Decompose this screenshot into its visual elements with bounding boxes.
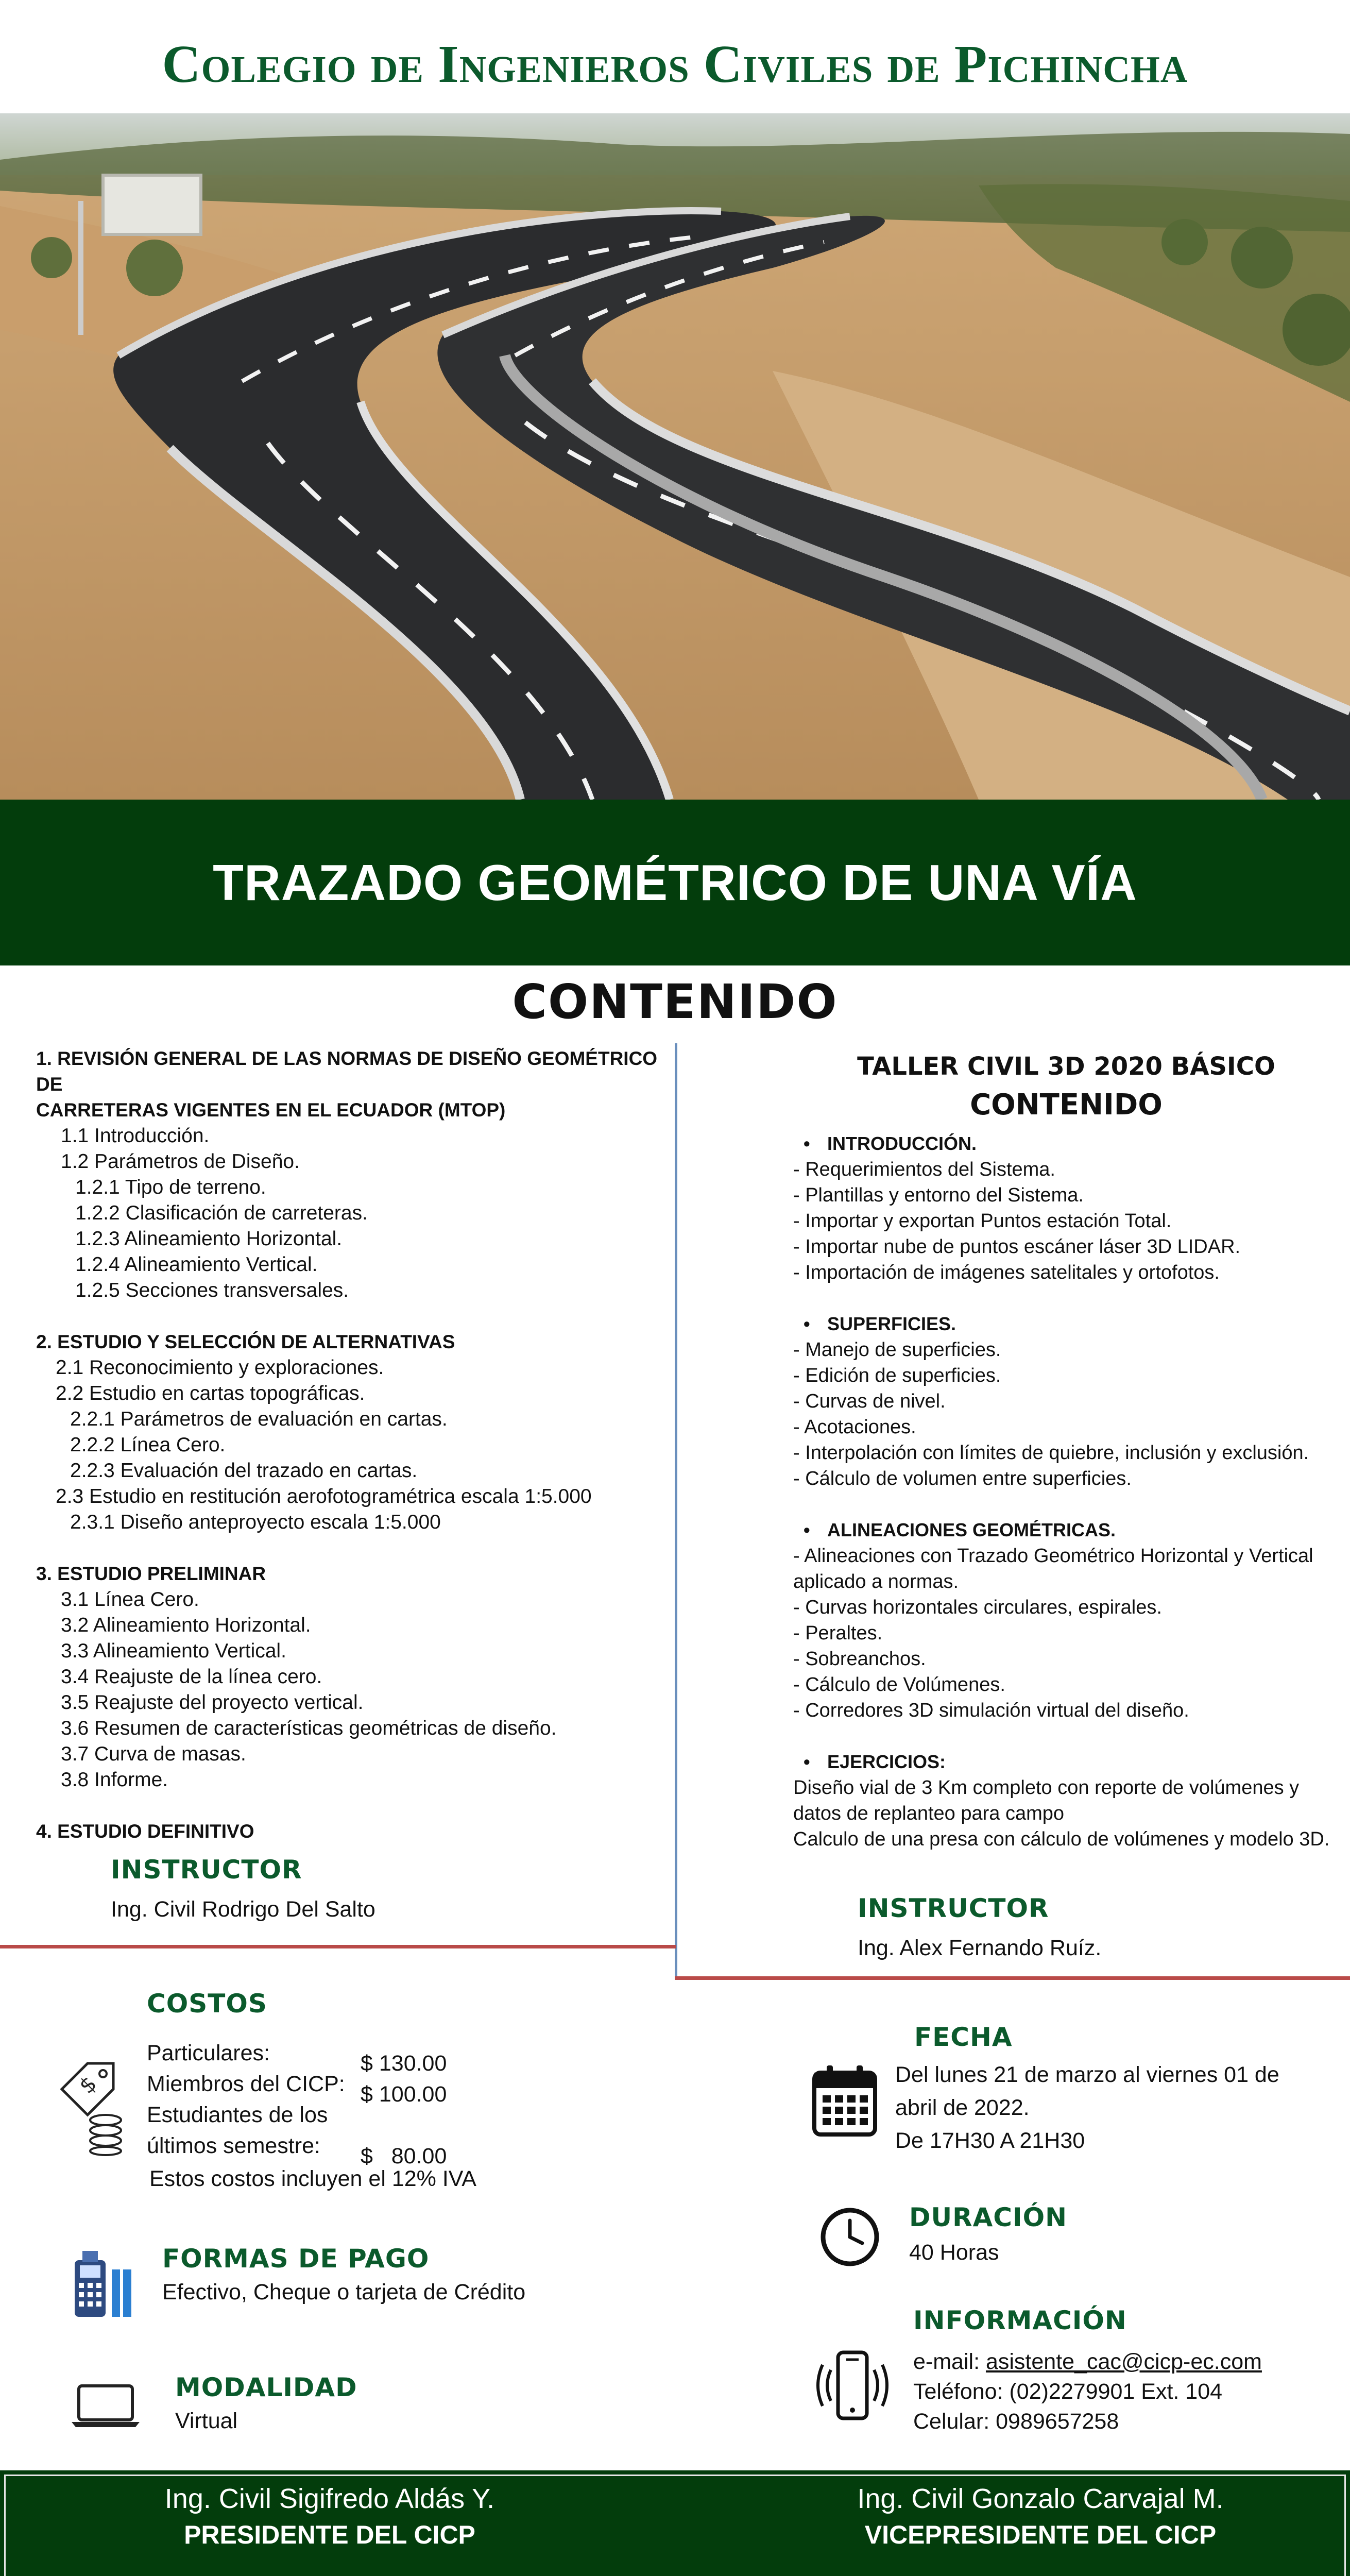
date-details — [895, 2058, 1328, 2157]
email-prefix: e-mail: — [913, 2349, 986, 2374]
workshop-section-label: INTRODUCCIÓN. — [827, 1133, 977, 1154]
section-title-line: 4. ESTUDIO DEFINITIVO — [36, 1821, 254, 1842]
contact-details — [913, 2347, 1262, 2436]
email-link[interactable]: asistente_cac@cicp-ec.com — [985, 2349, 1262, 2374]
phone-ringing-icon — [811, 2349, 894, 2424]
left-section-rule — [0, 1945, 676, 1948]
list-item: 3.3 Alineamiento Vertical. — [61, 1640, 286, 1662]
signatory-vicepresident — [767, 2481, 1313, 2553]
list-item: Calculo de una presa con cálculo de volúmenes y modelo 3D. — [793, 1828, 1330, 1850]
list-item: - Acotaciones. — [793, 1416, 916, 1438]
payment-terminal-icon — [70, 2249, 136, 2324]
right-content-column — [793, 1048, 1339, 1878]
signatory-role: PRESIDENTE DEL CICP — [184, 2520, 475, 2549]
list-item: - Cálculo de volumen entre superficies. — [793, 1468, 1132, 1489]
section-title-line: 3. ESTUDIO PRELIMINAR — [36, 1563, 266, 1584]
list-item: aplicado a normas. — [793, 1571, 959, 1592]
schedule-line: De 17H30 A 21H30 — [895, 2128, 1085, 2153]
information-label: INFORMACIÓN — [913, 2306, 1127, 2335]
list-item: 1.1 Introducción. — [61, 1125, 210, 1147]
content-section-4 — [36, 1819, 659, 1844]
list-item: 2.1 Reconocimiento y exploraciones. — [56, 1357, 384, 1379]
workshop-section-exercises — [793, 1749, 1339, 1852]
list-item: 2.2 Estudio en cartas topográficas. — [56, 1382, 365, 1404]
workshop-title: TALLER CIVIL 3D 2020 BÁSICO — [857, 1052, 1275, 1081]
costs-prices — [361, 2048, 447, 2172]
list-item: 2.2.3 Evaluación del trazado en cartas. — [70, 1460, 418, 1482]
right-section-rule — [675, 1976, 1350, 1980]
date-label: FECHA — [914, 2022, 1013, 2052]
list-item: 3.1 Línea Cero. — [61, 1588, 199, 1611]
footer-signatures — [0, 2470, 1350, 2576]
left-instructor — [111, 1855, 626, 1922]
signatory-name — [391, 2573, 958, 2576]
list-item: - Edición de superficies. — [793, 1365, 1001, 1386]
list-item: 3.6 Resumen de características geométricas de diseño. — [61, 1717, 557, 1739]
list-item: - Corredores 3D simulación virtual del diseño. — [793, 1700, 1189, 1721]
duration-text: 40 Horas — [909, 2240, 999, 2265]
bullet-icon: • — [804, 1313, 810, 1334]
price-value: $ 130.00 — [361, 2051, 447, 2076]
workshop-contenido-heading: CONTENIDO — [970, 1088, 1163, 1122]
workshop-section-label: EJERCICIOS: — [827, 1751, 946, 1772]
signatory-name: Ing. Civil Gonzalo Carvajal M. — [857, 2483, 1224, 2514]
list-item: - Cálculo de Volúmenes. — [793, 1674, 1005, 1696]
content-section-3 — [36, 1561, 659, 1793]
cost-row-label: Miembros del CICP: — [147, 2072, 345, 2096]
calendar-icon — [811, 2063, 878, 2141]
email-line — [913, 2347, 1262, 2377]
modality-label: MODALIDAD — [175, 2372, 357, 2402]
duration-label: DURACIÓN — [909, 2202, 1067, 2232]
signatory-role: VICEPRESIDENTE DEL CICP — [864, 2520, 1217, 2549]
workshop-section-surfaces — [793, 1311, 1339, 1492]
list-item: 1.2.3 Alineamiento Horizontal. — [75, 1228, 343, 1250]
price-value: $ 80.00 — [361, 2144, 447, 2168]
signatory-president — [52, 2481, 608, 2553]
laptop-icon — [70, 2383, 142, 2432]
list-item: datos de replanteo para campo — [793, 1803, 1065, 1824]
list-item: 1.2 Parámetros de Diseño. — [61, 1150, 300, 1173]
workshop-section-intro — [793, 1131, 1339, 1285]
cost-row-label: Estudiantes de los — [147, 2103, 328, 2127]
payment-methods-label: FORMAS DE PAGO — [162, 2244, 430, 2274]
date-range-line: Del lunes 21 de marzo al viernes 01 de — [895, 2062, 1279, 2087]
list-item: 1.2.2 Clasificación de carreteras. — [75, 1202, 368, 1224]
list-item: Diseño vial de 3 Km completo con reporte de volúmenes y — [793, 1777, 1300, 1799]
list-item: - Importar y exportan Puntos estación Total. — [793, 1210, 1172, 1232]
list-item: - Importación de imágenes satelitales y ortofotos. — [793, 1262, 1220, 1283]
list-item: - Plantillas y entorno del Sistema. — [793, 1184, 1084, 1206]
signatory-name: Ing. Civil Sigifredo Aldás Y. — [164, 2483, 495, 2514]
list-item: 2.3 Estudio en restitución aerofotogramétrica escala 1:5.000 — [56, 1485, 592, 1507]
cell-line: Celular: 0989657258 — [913, 2409, 1119, 2434]
workshop-section-label: ALINEACIONES GEOMÉTRICAS. — [827, 1519, 1116, 1540]
workshop-section-title — [793, 1517, 1339, 1543]
right-instructor — [858, 1893, 1321, 1961]
workshop-section-title — [793, 1749, 1339, 1775]
costs-categories — [147, 2038, 345, 2161]
svg-text:$: $ — [74, 2071, 102, 2099]
price-tag-coins-icon — [52, 2058, 129, 2159]
list-item: - Sobreanchos. — [793, 1648, 926, 1670]
left-content-column — [36, 1046, 659, 1870]
column-divider — [675, 1043, 677, 1978]
workshop-section-label: SUPERFICIES. — [827, 1313, 956, 1334]
price-value: $ 100.00 — [361, 2082, 447, 2107]
list-item: - Manejo de superficies. — [793, 1339, 1001, 1361]
hero-road-image — [0, 113, 1350, 800]
instructor-label: INSTRUCTOR — [111, 1855, 302, 1885]
costs-note: Estos costos incluyen el 12% IVA — [149, 2166, 476, 2191]
list-item: 3.8 Informe. — [61, 1769, 168, 1791]
cost-row-label: últimos semestre: — [147, 2133, 320, 2158]
bullet-icon: • — [804, 1519, 810, 1540]
list-item: 1.2.1 Tipo de terreno. — [75, 1176, 266, 1198]
list-item: 1.2.5 Secciones transversales. — [75, 1279, 349, 1301]
workshop-section-title — [793, 1131, 1339, 1157]
modality-text: Virtual — [175, 2409, 238, 2433]
section-title-line: 2. ESTUDIO Y SELECCIÓN DE ALTERNATIVAS — [36, 1331, 455, 1352]
organization-title: Colegio de Ingenieros Civiles de Pichincha — [162, 35, 1188, 94]
instructor-name: Ing. Alex Fernando Ruíz. — [858, 1936, 1102, 1960]
phone-line: Teléfono: (02)2279901 Ext. 104 — [913, 2379, 1223, 2404]
list-item: 3.5 Reajuste del proyecto vertical. — [61, 1691, 364, 1714]
list-item: - Peraltes. — [793, 1622, 883, 1644]
list-item: - Alineaciones con Trazado Geométrico Horizontal y Vertical — [793, 1545, 1313, 1567]
bullet-icon: • — [804, 1133, 810, 1154]
list-item: 2.3.1 Diseño anteproyecto escala 1:5.000 — [70, 1511, 441, 1533]
workshop-section-title — [793, 1311, 1339, 1337]
bullet-icon: • — [804, 1751, 810, 1772]
costs-label: COSTOS — [147, 1989, 267, 2019]
list-item: - Interpolación con límites de quiebre, inclusión y exclusión. — [793, 1442, 1309, 1464]
list-item: - Requerimientos del Sistema. — [793, 1159, 1055, 1180]
list-item: 3.7 Curva de masas. — [61, 1743, 246, 1765]
list-item: - Importar nube de puntos escáner láser 3D LIDAR. — [793, 1236, 1241, 1258]
list-item: - Curvas de nivel. — [793, 1391, 946, 1412]
course-title-banner: TRAZADO GEOMÉTRICO DE UNA VÍA — [0, 800, 1350, 965]
date-range-line: abril de 2022. — [895, 2095, 1030, 2120]
content-section-1 — [36, 1046, 659, 1303]
clock-icon — [819, 2206, 881, 2270]
list-item: - Curvas horizontales circulares, espirales. — [793, 1597, 1162, 1618]
payment-methods-text: Efectivo, Cheque o tarjeta de Crédito — [162, 2280, 526, 2304]
list-item: 3.2 Alineamiento Horizontal. — [61, 1614, 311, 1636]
cost-row-label: Particulares: — [147, 2041, 270, 2065]
content-section-2 — [36, 1329, 659, 1535]
list-item: 2.2.1 Parámetros de evaluación en cartas. — [70, 1408, 448, 1430]
instructor-label: INSTRUCTOR — [858, 1893, 1049, 1923]
list-item: 1.2.4 Alineamiento Vertical. — [75, 1253, 318, 1276]
workshop-section-alignments — [793, 1517, 1339, 1723]
section-title-line: 1. REVISIÓN GENERAL DE LAS NORMAS DE DISEÑO GEOMÉTRICO DE — [36, 1048, 658, 1095]
signatory-director — [391, 2573, 958, 2576]
contenido-heading: CONTENIDO — [512, 974, 838, 1029]
list-item: 2.2.2 Línea Cero. — [70, 1434, 226, 1456]
instructor-name: Ing. Civil Rodrigo Del Salto — [111, 1897, 375, 1922]
list-item: 3.4 Reajuste de la línea cero. — [61, 1666, 322, 1688]
section-title-line: CARRETERAS VIGENTES EN EL ECUADOR (MTOP) — [36, 1099, 506, 1121]
